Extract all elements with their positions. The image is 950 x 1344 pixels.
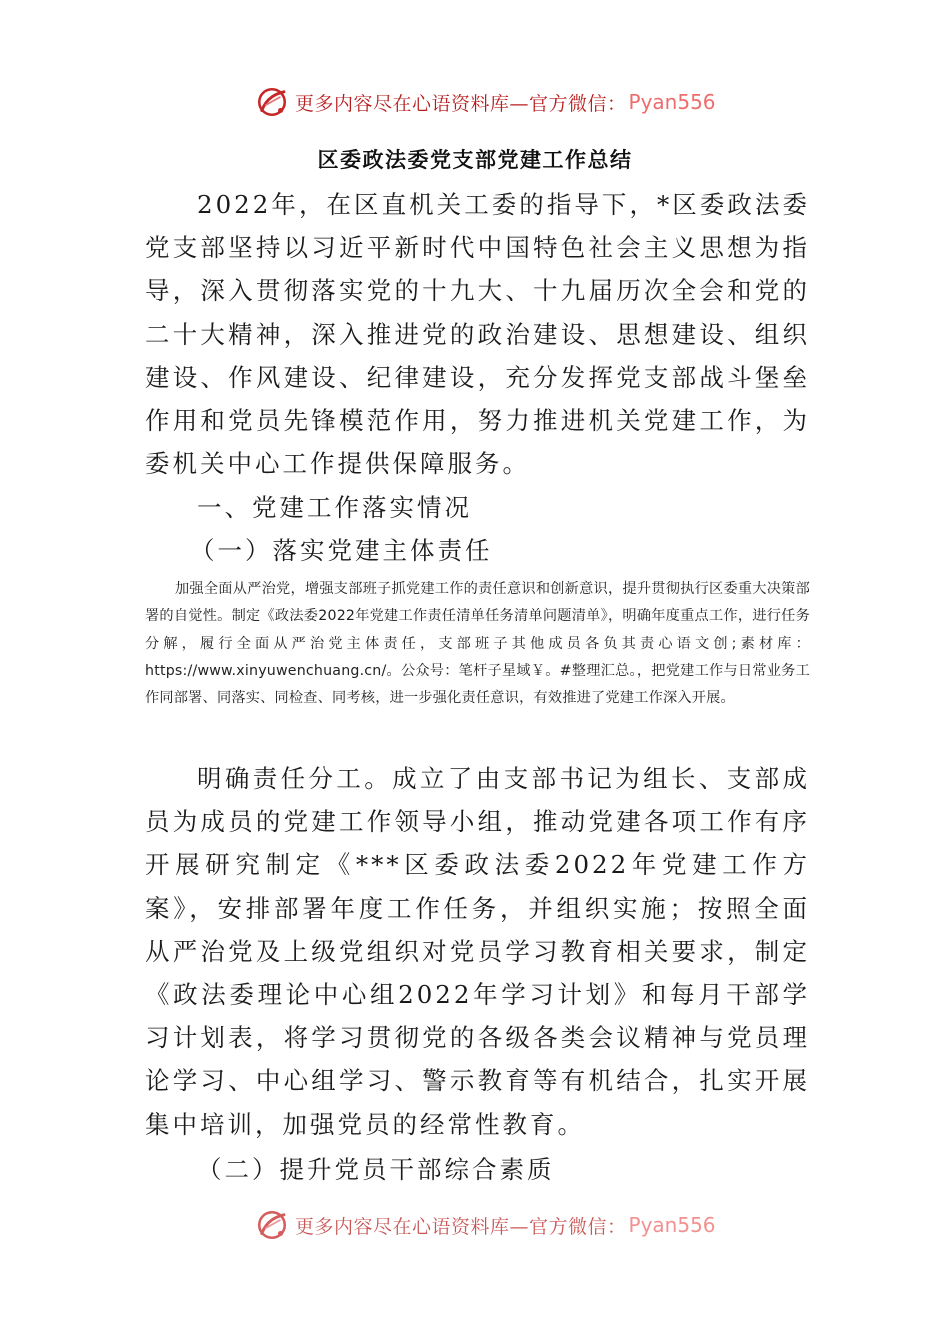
header-banner-text: 更多内容尽在心语资料库—官方微信： <box>295 92 627 115</box>
header-watermark-banner <box>255 82 716 122</box>
footer-watermark-banner <box>255 1205 716 1245</box>
intro-paragraph: 2022年，在区直机关工委的指导下，*区委政法委党支部坚持以习近平新时代中国特色社会主义思想为指导，深入贯彻落实党的十九大、十九届历次全会和党的二十大精神，深入推进党的政治建设、思想建设、组织建设、作风建设、纪律建设，充分发挥党支部战斗堡垒作用和党员先锋模范作用，努力推进机关党建工作，为委机关中心工作提供保障服务。 <box>145 190 810 479</box>
footer-banner-contact: Pyan556 <box>628 1213 716 1237</box>
footer-banner-text: 更多内容尽在心语资料库—官方微信： <box>295 1215 627 1238</box>
section-one-heading: 一、党建工作落实情况 <box>197 493 472 522</box>
responsibility-paragraph: 明确责任分工。成立了由支部书记为组长、支部成员为成员的党建工作领导小组，推动党建各项工作有序开展研究制定《***区委政法委2022年党建工作方案》，安排部署年度工作任务，并组织实施；按照全面从严治党及上级党组织对党员学习教育相关要求，制定《政法委理论中心组2022年学习计划》和每月干部学习计划表，将学习贯彻党的各级各类会议精神与党员理论学习、中心组学习、警示教育等有机结合，扎实开展集中培训，加强党员的经常性教育。 <box>145 764 810 1139</box>
small-print-paragraph: 加强全面从严治党，增强支部班子抓党建工作的责任意识和创新意识，提升贯彻执行区委重大决策部署的自觉性。制定《政法委2022年党建工作责任清单任务清单问题清单》，明确年度重点工作，进行任务分解，履行全面从严治党主体责任，支部班子其他成员各负其责心语文创;素材库：https://www.xinyuwenchuang.cn/。公众号：笔杆子星域￥。#整理汇总。，把党建工作与日常业务工作同部署、同落实、同检查、同考核，进一步强化责任意识，有效推进了党建工作深入开展。 <box>145 581 810 707</box>
subsection-one-heading: （一）落实党建主体责任 <box>190 536 493 565</box>
logo-icon <box>255 85 289 119</box>
header-banner-contact: Pyan556 <box>628 90 716 114</box>
document-title: 区委政法委党支部党建工作总结 <box>317 148 633 172</box>
logo-icon <box>255 1208 289 1242</box>
subsection-two-heading: （二）提升党员干部综合素质 <box>197 1155 555 1184</box>
